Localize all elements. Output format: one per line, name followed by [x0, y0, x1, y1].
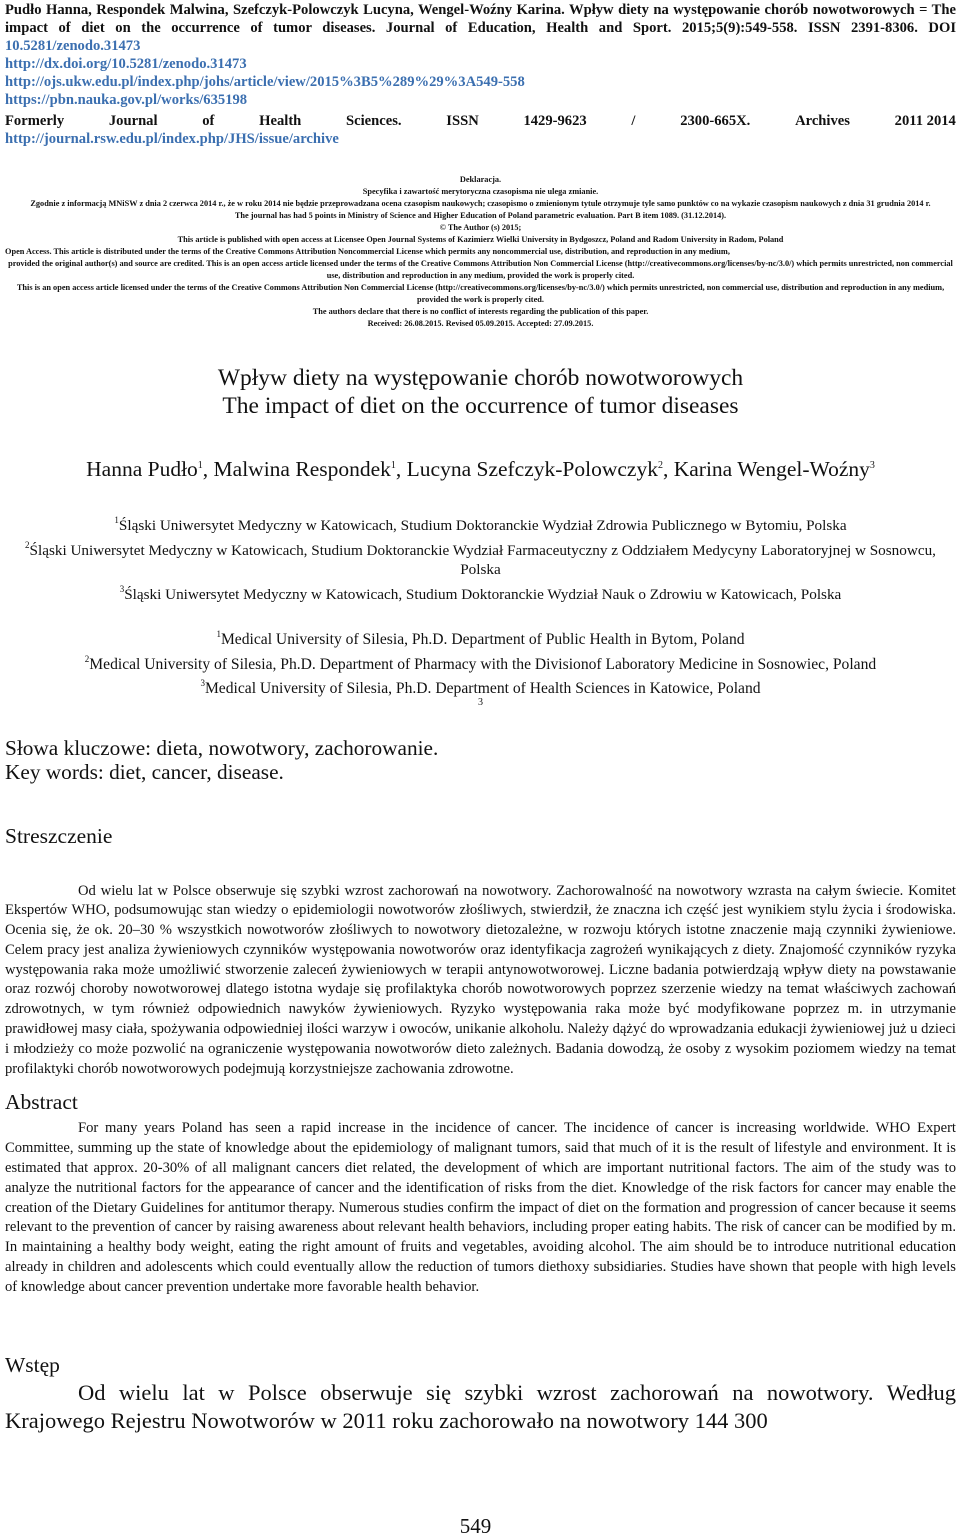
- article-page: [5, 0, 956, 1435]
- streszczenie-text: Od wielu lat w Polsce obserwuje się szybki wzrost zachorowań na nowotwory. Zachorowalność na nowotwory wzrasta na całym świecie. Komitet Ekspertów WHO, podsumowując stan wiedzy o epidemiologii nowotworów złośliwych, stwierdził, że znaczna ich część jest wynikiem stylu życia i środowiska. Ocenia się, że ok. 20–30 % wszystkich nowotworów złośliwych to nowotwory dietozależne, w rozwoju których istotne znaczenie mają czynniki żywieniowe. Celem pracy jest analiza żywieniowych czynników występowania nowotworów oraz identyfikacja zagrożeń wynikających z diety. Znajomość czynników ryzyka występowania raka może umożliwić stworzenie zaleceń żywieniowych w terapii antynowotworowej. Liczne badania potwierdzają wpływ diety na powstawanie oraz rozwój choroby nowotworowej dlatego istotna wydaje się profilaktyka chorób nowotworowych poprzez szerzenie wiedzy na temat właściwych zachowań zdrowotnych, w tym również odpowiednich nawyków żywieniowych. Ryzyko występowania raka może być modyfikowane poprzez m. in utrzymanie prawidłowej masy ciała, spożywania odpowiedniej ilości warzyw i owoców, unikanie alkoholu. Należy dążyć do wprowadzania edukacji żywieniowej już u dzieci i młodzieży co może pozwolić na ograniczenie występowania nowotworów dieto zależnych. Badania dowodzą, że osoby z wysokim poziomem wiedzy na temat profilaktyki chorób nowotworowych podejmują korzystniejsze zachowania zdrowotne.: [5, 882, 956, 1077]
- declaration-line: Specyfika i zawartość merytoryczna czasopisma nie ulega zmianie.: [362, 187, 599, 196]
- streszczenie-paragraph: [5, 882, 956, 1080]
- formerly-word: Archives: [795, 113, 850, 129]
- dates-line: Received: 26.08.2015. Revised 05.09.2015. Accepted: 27.09.2015.: [367, 319, 594, 328]
- abstract-text: For many years Poland has seen a rapid increase in the incidence of cancer. The incidence of cancer is increasing worldwide. WHO Expert Committee, summing up the state of knowledge about the epidemiology of malignant tumors, said that much of it is the result of lifestyle and environment. It is estimated that approx. 20-30% of all malignant cancers diet related, the development of which are important nutritional factors. The aim of the study was to analyze the nutritional factors for the appearance of cancer and the identification of risks from the diet. Knowledge of the risk factors for cancer may enable the creation of the Dietary Guidelines for antitumor therapy. Numerous studies confirm the impact of diet on the formation and progression of cancer because it seems relevant to the prevention of cancer by raising awareness about relevant health behaviors, including proper eating habits. The risk of cancer can be modified by m. In maintaining a healthy body weight, eating the right amount of fruits and vegetables, avoiding alcohol. The aim should be to introduce nutritional education already in children and adolescents which could eventually allow the reduction of tumors diethoxy subsidiaries. Studies have shown that people with high levels of knowledge about cancer prevention undertake more favorable health behavior.: [5, 1120, 956, 1295]
- author-affil-num: 2: [657, 460, 663, 471]
- author-affil-num: 1: [390, 460, 396, 471]
- author-name: Lucyna Szefczyk-Polowczyk: [406, 457, 658, 481]
- keywords-block: [5, 736, 956, 784]
- declaration-line: Zgodnie z informacją MNiSW z dnia 2 czerwca 2014 r., że w roku 2014 nie będzie przeprowadzana ocena czasopism naukowych; czasopismo o zmienionym tytule otrzymuje tyle samo punktów co na wykazie czasopism naukowych z dnia 31 grudnia 2014 r.: [30, 199, 931, 208]
- pbn-url-link[interactable]: https://pbn.nauka.gov.pl/works/635198: [5, 92, 248, 108]
- affiliation-text: Śląski Uniwersytet Medyczny w Katowicach, Studium Doktoranckie Wydział Zdrowia Publicznego w Bytomiu, Polska: [118, 517, 847, 534]
- article-title: [5, 364, 956, 420]
- affiliation-num: 1: [216, 629, 221, 639]
- formerly-word: Formerly: [5, 113, 65, 129]
- affiliation-item: [5, 580, 956, 605]
- formerly-word: Sciences.: [346, 113, 402, 129]
- doi-url-link[interactable]: http://dx.doi.org/10.5281/zenodo.31473: [5, 56, 247, 72]
- formerly-word: /: [631, 113, 636, 129]
- authors-line: Hanna Pudło$^1$, Malwina Respondek$^1$, Lucyna Szefczyk-Polowczyk$^2$, Karina Wengel-Woźny$^3$: [86, 457, 875, 481]
- formerly-word: 2011 2014: [894, 113, 956, 129]
- abstract-paragraph: [5, 1119, 956, 1297]
- affiliations-english: [5, 625, 956, 709]
- ojs-url-link[interactable]: http://ojs.ukw.edu.pl/index.php/johs/article/view/2015%3B5%289%29%3A549-558: [5, 74, 525, 90]
- affiliation-item: [5, 650, 956, 675]
- author-name: Karina Wengel-Woźny: [673, 457, 870, 481]
- keywords-english: Key words: diet, cancer, disease.: [5, 759, 284, 784]
- copyright-line: © The Author (s) 2015;: [439, 223, 522, 232]
- wstep-heading: Wstęp: [5, 1352, 60, 1377]
- open-access-line: Open Access. This article is distributed under the terms of the Creative Commons Attribution Noncommercial License which permits any noncommercial use, distribution, and reproduction in any medium,: [5, 247, 730, 256]
- affiliation-num: 1: [114, 515, 119, 525]
- affiliation-text: Śląski Uniwersytet Medyczny w Katowicach, Studium Doktoranckie Wydział Nauk o Zdrowiu w Katowicach, Polska: [124, 585, 842, 603]
- citation-text: Pudło Hanna, Respondek Malwina, Szefczyk-Polowczyk Lucyna, Wengel-Woźny Karina. Wpływ diety na występowanie chorób nowotworowych = The impact of diet on the occurrence of tumor diseases. Journal of Education, Health and Sport. 2015;5(9):549-558. ISSN 2391-8306. DOI: [5, 2, 956, 36]
- affiliation-num: 3: [119, 583, 125, 594]
- keywords-polish: Słowa kluczowe: dieta, nowotwory, zachorowanie.: [5, 735, 439, 760]
- title-english: The impact of diet on the occurrence of tumor diseases: [222, 393, 739, 419]
- declaration-block: [5, 174, 956, 330]
- affiliations-polish: [5, 511, 956, 604]
- streszczenie-heading: Streszczenie: [5, 823, 113, 848]
- archive-url-link[interactable]: http://journal.rsw.edu.pl/index.php/JHS/issue/archive: [5, 131, 339, 147]
- affiliation-stray-num: 3: [478, 696, 483, 708]
- citation-header: [5, 1, 956, 148]
- author-affil-num: 1: [197, 460, 203, 471]
- affiliation-item: [5, 625, 956, 650]
- affiliation-num: 2: [25, 539, 30, 550]
- license-line: This is an open access article licensed under the terms of the Creative Commons Attribution Non Commercial License (http://creativecommons.org/licenses/by-nc/3.0/) which permits unrestricted, non commercial use, distribution and reproduction in any medium, provided the work is properly cited.: [16, 283, 945, 304]
- affiliation-num: 3: [200, 678, 205, 688]
- title-polish: Wpływ diety na występowanie chorób nowotworowych: [217, 365, 744, 391]
- wstep-paragraph: [5, 1379, 956, 1435]
- affiliation-item: [5, 511, 956, 536]
- affiliation-text: Śląski Uniwersytet Medyczny w Katowicach, Studium Doktoranckie Wydział Farmaceutyczny z Oddziałem Medycyny Laboratoryjnej w Sosnowcu, Polska: [29, 541, 936, 578]
- declaration-heading: Deklaracja.: [459, 175, 502, 184]
- formerly-word: ISSN: [446, 113, 479, 129]
- declaration-line: This article is published with open access at Licensee Open Journal Systems of Kazimierz Wielki University in Bydgoszcz, Poland and Radom University in Radom, Poland: [177, 235, 784, 244]
- formerly-word: Health: [259, 113, 302, 129]
- license-line: provided the original author(s) and source are credited. This is an open access article licensed under the terms of the Creative Commons Attribution Non Commercial License (http://creativecommons.org/licenses/by-nc/3.0/) which permits unrestricted, non commercial use, distribution and reproduction in any medium, provided the work is properly cited.: [8, 259, 953, 280]
- affiliation-item: [5, 536, 956, 580]
- affiliation-text: Medical University of Silesia, Ph.D. Department of Pharmacy with the Divisionof Laboratory Medicine in Sosnowiec, Poland: [89, 655, 877, 673]
- affiliation-text: Medical University of Silesia, Ph.D. Department of Health Sciences in Katowice, Poland: [204, 680, 761, 697]
- author-name: Malwina Respondek: [213, 457, 391, 481]
- formerly-word: 1429-9623: [523, 113, 587, 129]
- affiliation-item: [5, 674, 956, 699]
- formerly-word: 2300-665X.: [680, 113, 751, 129]
- formerly-line: [5, 112, 956, 130]
- conflict-line: The authors declare that there is no conflict of interests regarding the publication of this paper.: [312, 307, 649, 316]
- abstract-heading: Abstract: [5, 1090, 78, 1115]
- doi-link[interactable]: 10.5281/zenodo.31473: [5, 38, 141, 54]
- declaration-line: The journal has had 5 points in Ministry of Science and Higher Education of Poland parametric evaluation. Part B item 1089. (31.12.2014).: [234, 211, 727, 220]
- affiliation-num: 2: [84, 653, 90, 664]
- wstep-text: Od wielu lat w Polsce obserwuje się szybki wzrost zachorowań na nowotwory. Według Krajowego Rejestru Nowotworów w 2011 roku zachorowało na nowotwory 144 300: [5, 1379, 956, 1433]
- formerly-word: of: [202, 113, 215, 129]
- author-affil-num: 3: [869, 460, 875, 471]
- page-number: 549: [459, 1514, 492, 1538]
- formerly-word: Journal: [108, 113, 158, 129]
- author-name: Hanna Pudło: [86, 457, 198, 481]
- affiliation-text: Medical University of Silesia, Ph.D. Department of Public Health in Bytom, Poland: [220, 631, 745, 648]
